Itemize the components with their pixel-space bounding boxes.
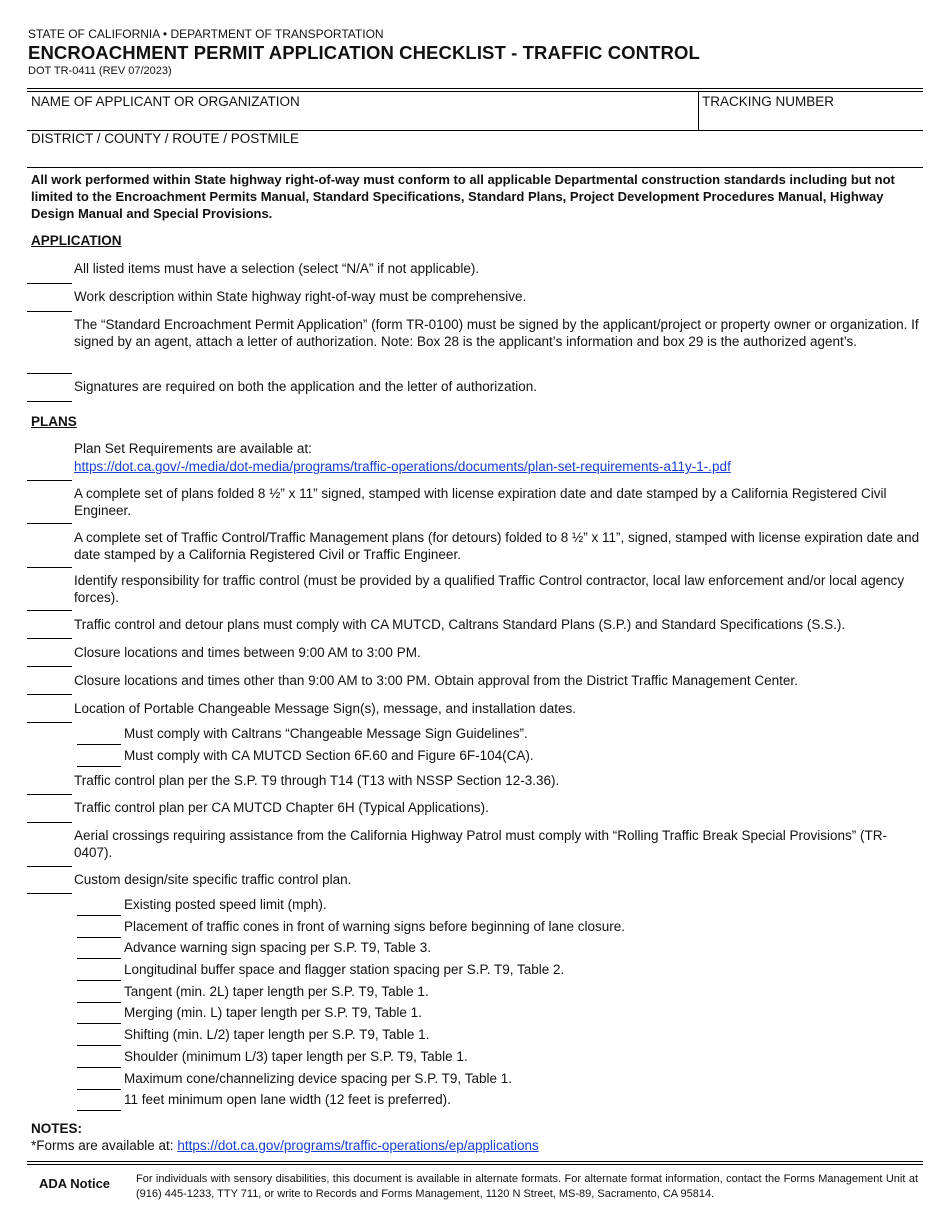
- plan-set-info: [74, 440, 922, 476]
- location-label: DISTRICT / COUNTY / ROUTE / POSTMILE: [31, 131, 300, 146]
- custom-sub-checkbox-8[interactable]: [77, 1067, 121, 1068]
- custom-sub-checkbox-7[interactable]: [77, 1045, 121, 1046]
- custom-sub-checkbox-3[interactable]: [77, 958, 121, 959]
- application-item-4: Signatures are required on both the application and the letter of authorization.: [74, 379, 538, 394]
- plans-checkbox-2[interactable]: [27, 523, 72, 524]
- custom-subitem-1: Existing posted speed limit (mph).: [124, 897, 327, 912]
- custom-sub-checkbox-5[interactable]: [77, 1002, 121, 1003]
- location-field[interactable]: [31, 148, 911, 166]
- notes-forms-text: *Forms are available at:: [31, 1138, 178, 1153]
- field-divider: [698, 91, 699, 130]
- custom-sub-checkbox-9[interactable]: [77, 1089, 121, 1090]
- plans-heading: PLANS: [31, 414, 77, 429]
- application-heading: APPLICATION: [31, 233, 122, 248]
- custom-subitem-4: Longitudinal buffer space and flagger station spacing per S.P. T9, Table 2.: [124, 962, 565, 977]
- custom-subitem-3: Advance warning sign spacing per S.P. T9, Table 3.: [124, 940, 431, 955]
- plan-set-text: Plan Set Requirements are available at:: [74, 441, 312, 456]
- plans-item-7: Location of Portable Changeable Message Sign(s), message, and installation dates.: [74, 701, 577, 716]
- custom-subitem-6: Merging (min. L) taper length per S.P. T9, Table 1.: [124, 1005, 422, 1020]
- application-item-1: All listed items must have a selection (select “N/A” if not applicable).: [74, 261, 480, 276]
- custom-subitem-9: Maximum cone/channelizing device spacing per S.P. T9, Table 1.: [124, 1071, 512, 1086]
- notes-heading: NOTES:: [31, 1121, 83, 1136]
- plan-set-link[interactable]: https://dot.ca.gov/-/media/dot-media/programs/traffic-operations/documents/plan-set-requirements-a11y-1-.pdf: [74, 459, 731, 475]
- application-item-3: The “Standard Encroachment Permit Application” (form TR-0100) must be signed by the applicant/project or property owner or organization. If signed by an agent, attach a letter of authorization. Note: Box 28 is the applicant’s information and box 29 is the authorized agent’s.: [74, 317, 919, 350]
- plans-item-11: Custom design/site specific traffic control plan.: [74, 872, 352, 887]
- plans-checkbox-5[interactable]: [27, 638, 72, 639]
- plans-checkbox-8[interactable]: [27, 722, 72, 723]
- ada-notice-text: For individuals with sensory disabilities, this document is available in alternate formats. For alternate format information, contact the Forms Management Unit at (916) 445-1233, TTY 711, or write to Records and Forms Management, 1120 N Street, MS-89, Sacramento, CA 95814.: [136, 1173, 918, 1200]
- custom-subitem-10: 11 feet minimum open lane width (12 feet is preferred).: [124, 1092, 451, 1107]
- custom-subitem-8: Shoulder (minimum L/3) taper length per S.P. T9, Table 1.: [124, 1049, 468, 1064]
- cms-sub-checkbox-1[interactable]: [77, 744, 121, 745]
- ada-notice-heading: ADA Notice: [39, 1176, 111, 1191]
- plans-item-1: A complete set of plans folded 8 ½” x 11” signed, stamped with license expiration date and date stamped by a California Registered Civil Engineer.: [74, 486, 887, 519]
- ada-top-rule: [27, 1161, 923, 1162]
- cms-sub-checkbox-2[interactable]: [77, 766, 121, 767]
- application-item-2: Work description within State highway right-of-way must be comprehensive.: [74, 289, 527, 304]
- tracking-number-field[interactable]: [702, 110, 917, 128]
- form-number: DOT TR-0411 (REV 07/2023): [28, 65, 172, 77]
- plans-checkbox-6[interactable]: [27, 666, 72, 667]
- plans-item-3: Identify responsibility for traffic control (must be provided by a qualified Traffic Control contractor, local law enforcement and/or local agency forces).: [74, 573, 905, 606]
- agency-line: STATE OF CALIFORNIA • DEPARTMENT OF TRANSPORTATION: [28, 27, 384, 41]
- intro-paragraph: All work performed within State highway right-of-way must conform to all applicable Departmental construction standards including but not limited to the Encroachment Permits Manual, Standard Specifications, Standard Plans, Project Development Procedures Manual, Highway Design Manual and Special Provisions.: [31, 172, 895, 221]
- plans-checkbox-4[interactable]: [27, 610, 72, 611]
- plans-checkbox-10[interactable]: [27, 822, 72, 823]
- cms-subitem-1: Must comply with Caltrans “Changeable Message Sign Guidelines”.: [124, 726, 528, 741]
- form-title: ENCROACHMENT PERMIT APPLICATION CHECKLIST - TRAFFIC CONTROL: [28, 42, 700, 63]
- cms-subitem-2: Must comply with CA MUTCD Section 6F.60 and Figure 6F-104(CA).: [124, 748, 534, 763]
- plans-item-5: Closure locations and times between 9:00 AM to 3:00 PM.: [74, 645, 421, 660]
- application-checkbox-1[interactable]: [27, 283, 72, 284]
- custom-subitem-5: Tangent (min. 2L) taper length per S.P. T9, Table 1.: [124, 984, 429, 999]
- applicant-name-field[interactable]: [31, 110, 691, 128]
- custom-sub-checkbox-4[interactable]: [77, 980, 121, 981]
- field-box-top-rule: [27, 88, 923, 89]
- application-checkbox-4[interactable]: [27, 401, 72, 402]
- custom-subitem-7: Shifting (min. L/2) taper length per S.P. T9, Table 1.: [124, 1027, 430, 1042]
- plans-checkbox-3[interactable]: [27, 567, 72, 568]
- applicant-name-label: NAME OF APPLICANT OR ORGANIZATION: [31, 94, 300, 109]
- application-checkbox-2[interactable]: [27, 311, 72, 312]
- custom-subitem-2: Placement of traffic cones in front of warning signs before beginning of lane closure.: [124, 919, 626, 934]
- tracking-number-label: TRACKING NUMBER: [702, 94, 835, 109]
- plans-item-4: Traffic control and detour plans must comply with CA MUTCD, Caltrans Standard Plans (S.P.) and Standard Specifications (S.S.).: [74, 617, 846, 632]
- plans-checkbox-11[interactable]: [27, 866, 72, 867]
- plans-item-8: Traffic control plan per the S.P. T9 through T14 (T13 with NSSP Section 12-3.36).: [74, 773, 560, 788]
- notes-forms-link[interactable]: https://dot.ca.gov/programs/traffic-operations/ep/applications: [177, 1138, 539, 1153]
- plans-checkbox-7[interactable]: [27, 694, 72, 695]
- field-box-bottom-rule: [27, 167, 923, 168]
- application-checkbox-3[interactable]: [27, 373, 72, 374]
- plans-item-10: Aerial crossings requiring assistance from the California Highway Patrol must comply with “Rolling Traffic Break Special Provisions” (TR-0407).: [74, 828, 888, 861]
- plans-item-2: A complete set of Traffic Control/Traffic Management plans (for detours) folded to 8 ½” x 11”, signed, stamped with license expiration date and date stamped by a California Registered Civil or Traffic Engineer.: [74, 530, 920, 563]
- field-box-top-rule-inner: [27, 91, 923, 92]
- plans-checkbox-1[interactable]: [27, 480, 72, 481]
- plans-checkbox-12[interactable]: [27, 893, 72, 894]
- custom-sub-checkbox-2[interactable]: [77, 937, 121, 938]
- custom-sub-checkbox-1[interactable]: [77, 915, 121, 916]
- plans-item-9: Traffic control plan per CA MUTCD Chapter 6H (Typical Applications).: [74, 800, 489, 815]
- custom-sub-checkbox-10[interactable]: [77, 1110, 121, 1111]
- custom-sub-checkbox-6[interactable]: [77, 1023, 121, 1024]
- notes-forms-line: [31, 1138, 539, 1153]
- ada-top-rule-inner: [27, 1164, 923, 1165]
- plans-item-6: Closure locations and times other than 9:00 AM to 3:00 PM. Obtain approval from the District Traffic Management Center.: [74, 673, 798, 688]
- plans-checkbox-9[interactable]: [27, 794, 72, 795]
